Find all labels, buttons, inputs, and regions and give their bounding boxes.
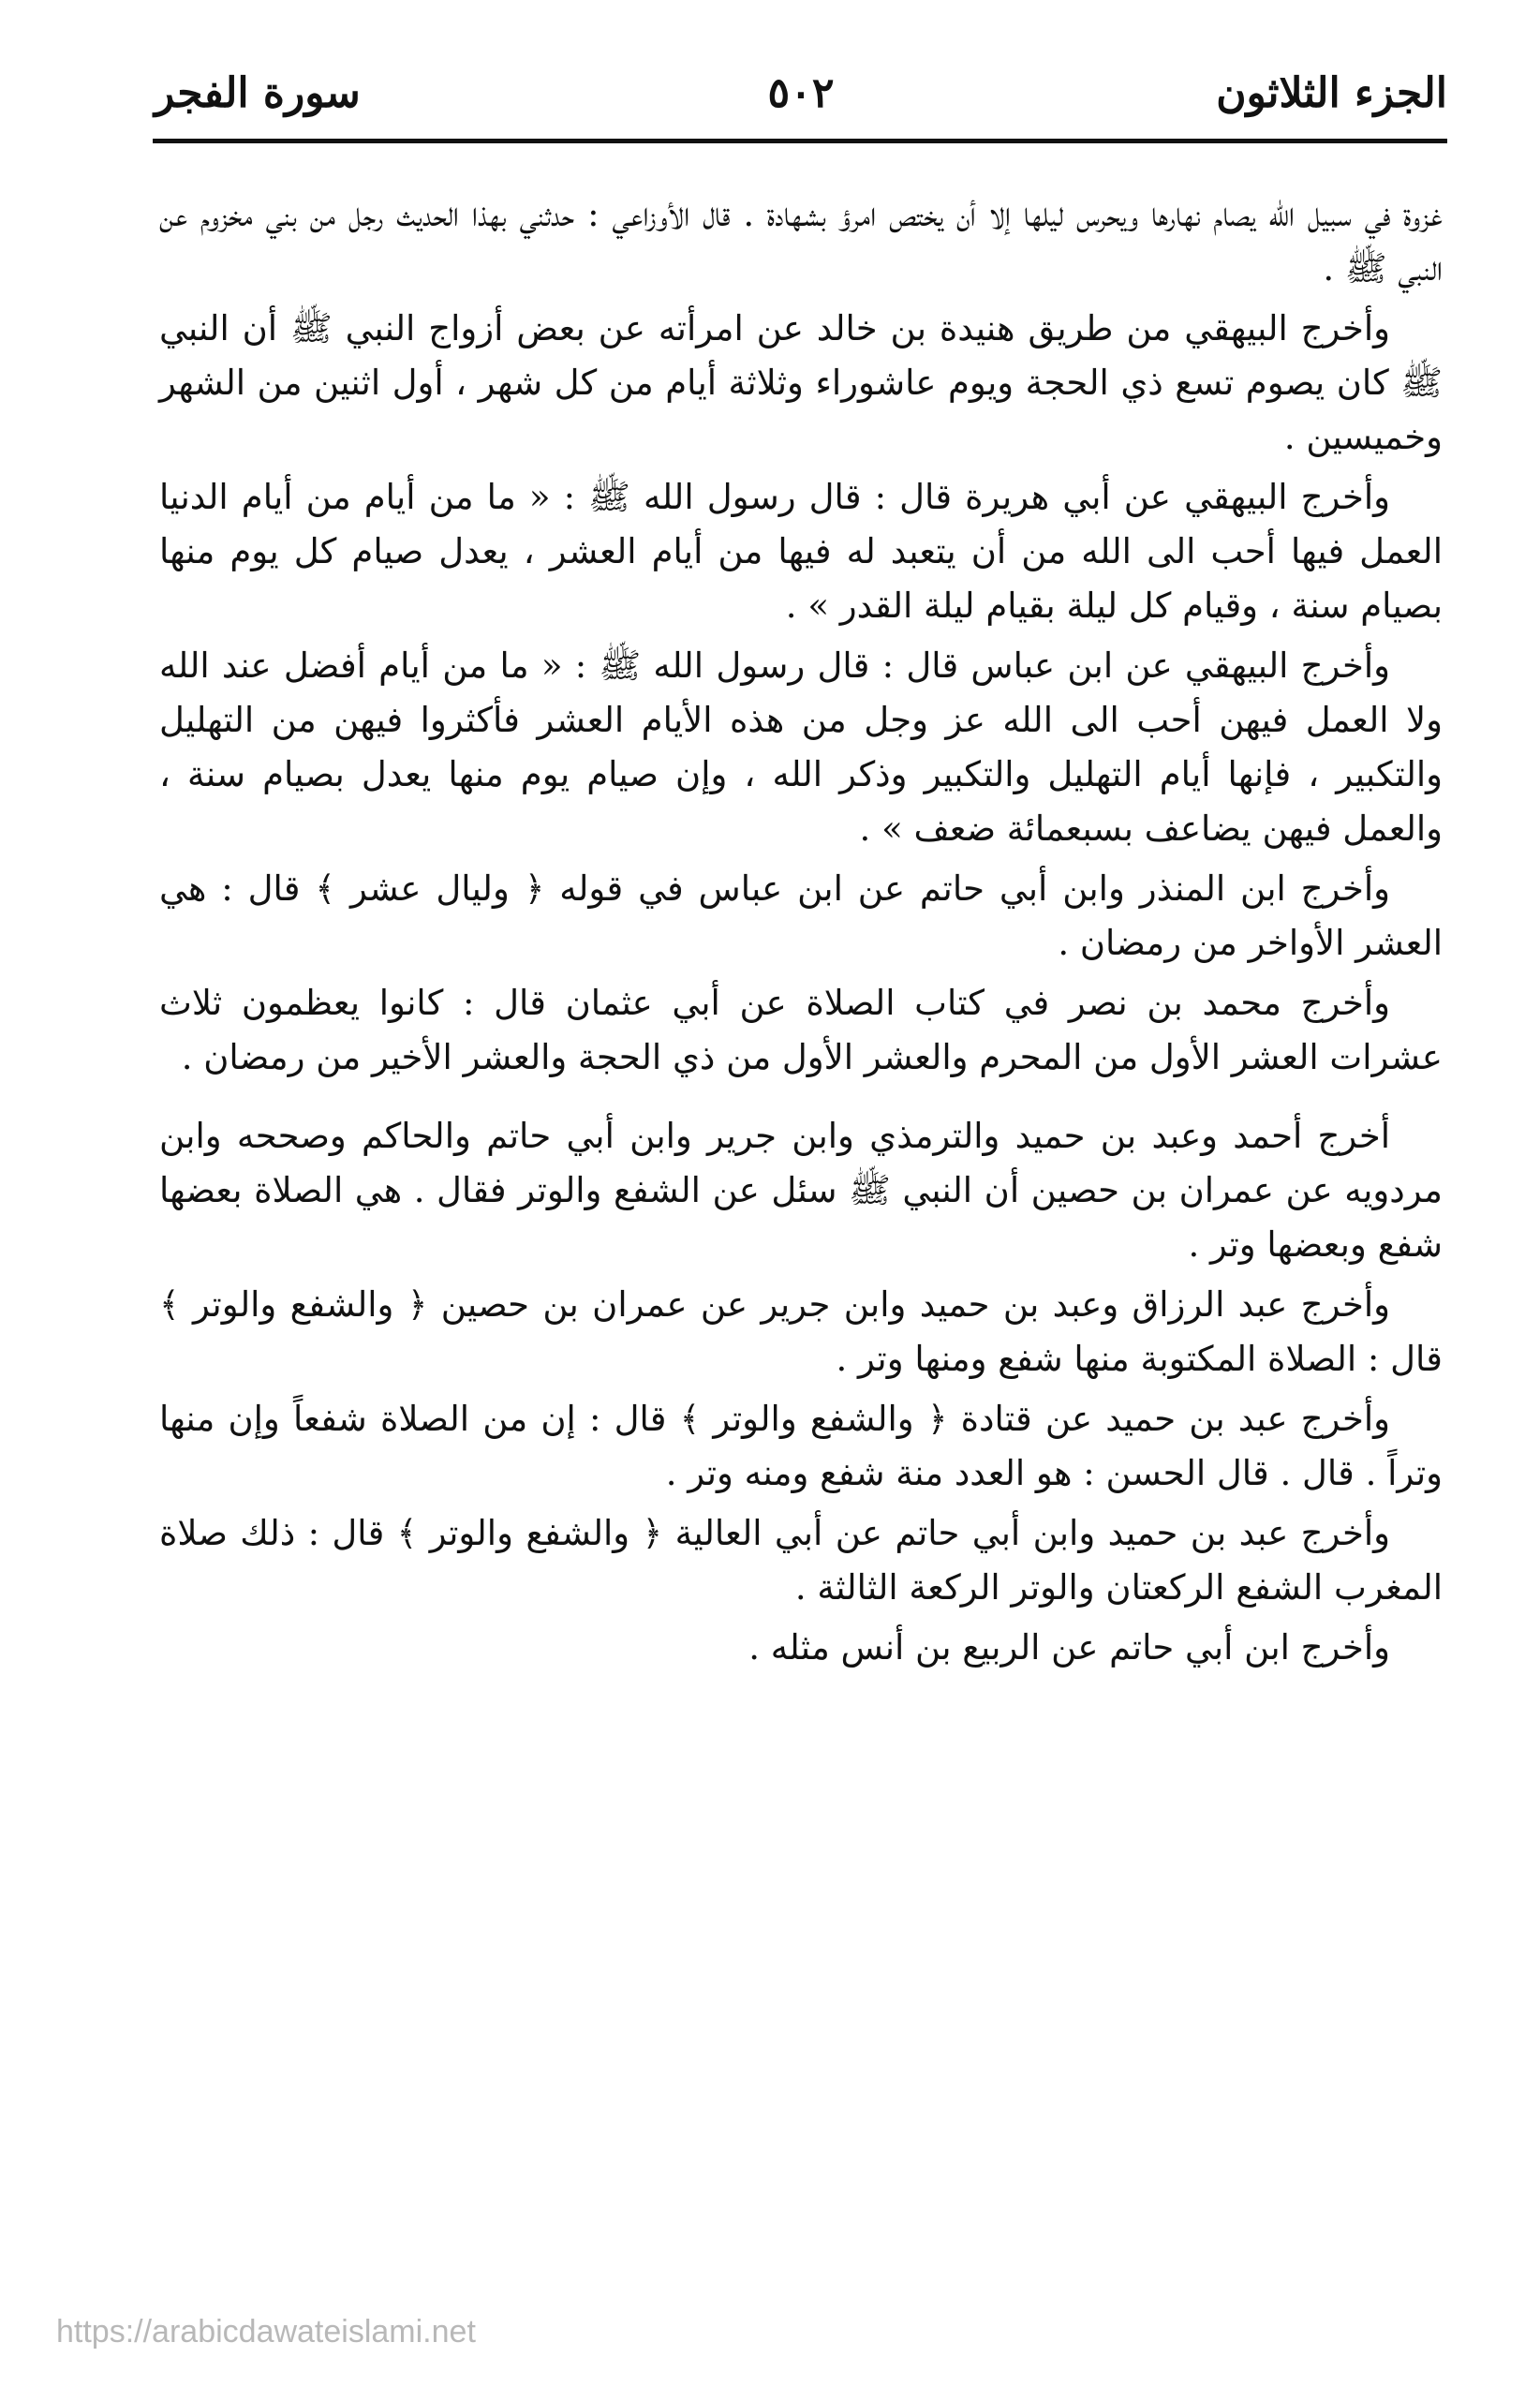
part-title: الجزء الثلاثون — [1216, 69, 1447, 117]
paragraph: وأخرج عبد بن حميد عن قتادة ﴿ والشفع والوتر ﴾ قال : إن من الصلاة شفعاً وإن منها وتراً . قال . قال الحسن : هو العدد منة شفع ومنه وتر . — [159, 1399, 1443, 1493]
paragraph: وأخرج عبد الرزاق وعبد بن حميد وابن جرير عن عمران بن حصين ﴿ والشفع والوتر ﴾ قال : الصلاة المكتوبة منها شفع ومنها وتر . — [159, 1284, 1443, 1379]
paragraph: وأخرج عبد بن حميد وابن أبي حاتم عن أبي العالية ﴿ والشفع والوتر ﴾ قال : ذلك صلاة المغرب الشفع الركعتان والوتر الركعة الثالثة . — [159, 1513, 1443, 1608]
header-rule — [153, 139, 1447, 143]
paragraph: وأخرج البيهقي عن أبي هريرة قال : قال رسول الله ﷺ : « ما من أيام من أيام الدنيا العمل فيها أحب الى الله من أن يتعبد له فيها من أيام العشر ، يعدل صيام كل يوم منها بصيام سنة ، وقيام كل ليلة بقيام ليلة القدر » . — [159, 477, 1443, 626]
paragraph: وأخرج ابن المنذر وابن أبي حاتم عن ابن عباس في قوله ﴿ وليال عشر ﴾ قال : هي العشر الأواخر من رمضان . — [159, 868, 1443, 963]
paragraph: وأخرج البيهقي عن ابن عباس قال : قال رسول الله ﷺ : « ما من أيام أفضل عند الله ولا العمل فيهن أحب الى الله عز وجل من هذه الأيام العشر فأكثروا فيهن من التهليل والتكبير ، فإنها أيام التهليل والتكبير وذكر الله ، وإن صيام يوم منها يعدل بصيام سنة ، والعمل فيهن يضاعف بسبعمائة ضعف » . — [159, 645, 1443, 849]
watermark-url: https://arabicdawateislami.net — [56, 2314, 476, 2350]
page-header — [155, 58, 1447, 137]
paragraph: أخرج أحمد وعبد بن حميد والترمذي وابن جرير وابن أبي حاتم والحاكم وصححه وابن مردويه عن عمران بن حصين أن النبي ﷺ سئل عن الشفع والوتر فقال . هي الصلاة بعضها شفع وبعضها وتر . — [159, 1116, 1443, 1265]
paragraph: وأخرج محمد بن نصر في كتاب الصلاة عن أبي عثمان قال : كانوا يعظمون ثلاث عشرات العشر الأول من المحرم والعشر الأول من ذي الحجة والعشر الأخير من رمضان . — [159, 983, 1443, 1077]
paragraph: وأخرج البيهقي من طريق هنيدة بن خالد عن امرأته عن بعض أزواج النبي ﷺ أن النبي ﷺ كان يصوم تسع ذي الحجة ويوم عاشوراء وثلاثة أيام من كل شهر ، أول اثنين من الشهر وخميسين . — [159, 308, 1443, 457]
page-number: ٥٠٢ — [767, 69, 835, 117]
paragraph: وأخرج ابن أبي حاتم عن الربيع بن أنس مثله . — [748, 1627, 1390, 1668]
surah-title: سورة الفجر — [155, 69, 361, 117]
body-text — [159, 187, 1443, 1681]
paragraph: غزوة في سبيل الله يصام نهارها ويحرس ليلها إلا أن يختص امرؤ بشهادة . قال الأوزاعي : حدثني بهذا الحديث رجل من بني مخزوم عن النبي ﷺ . — [159, 194, 1443, 289]
